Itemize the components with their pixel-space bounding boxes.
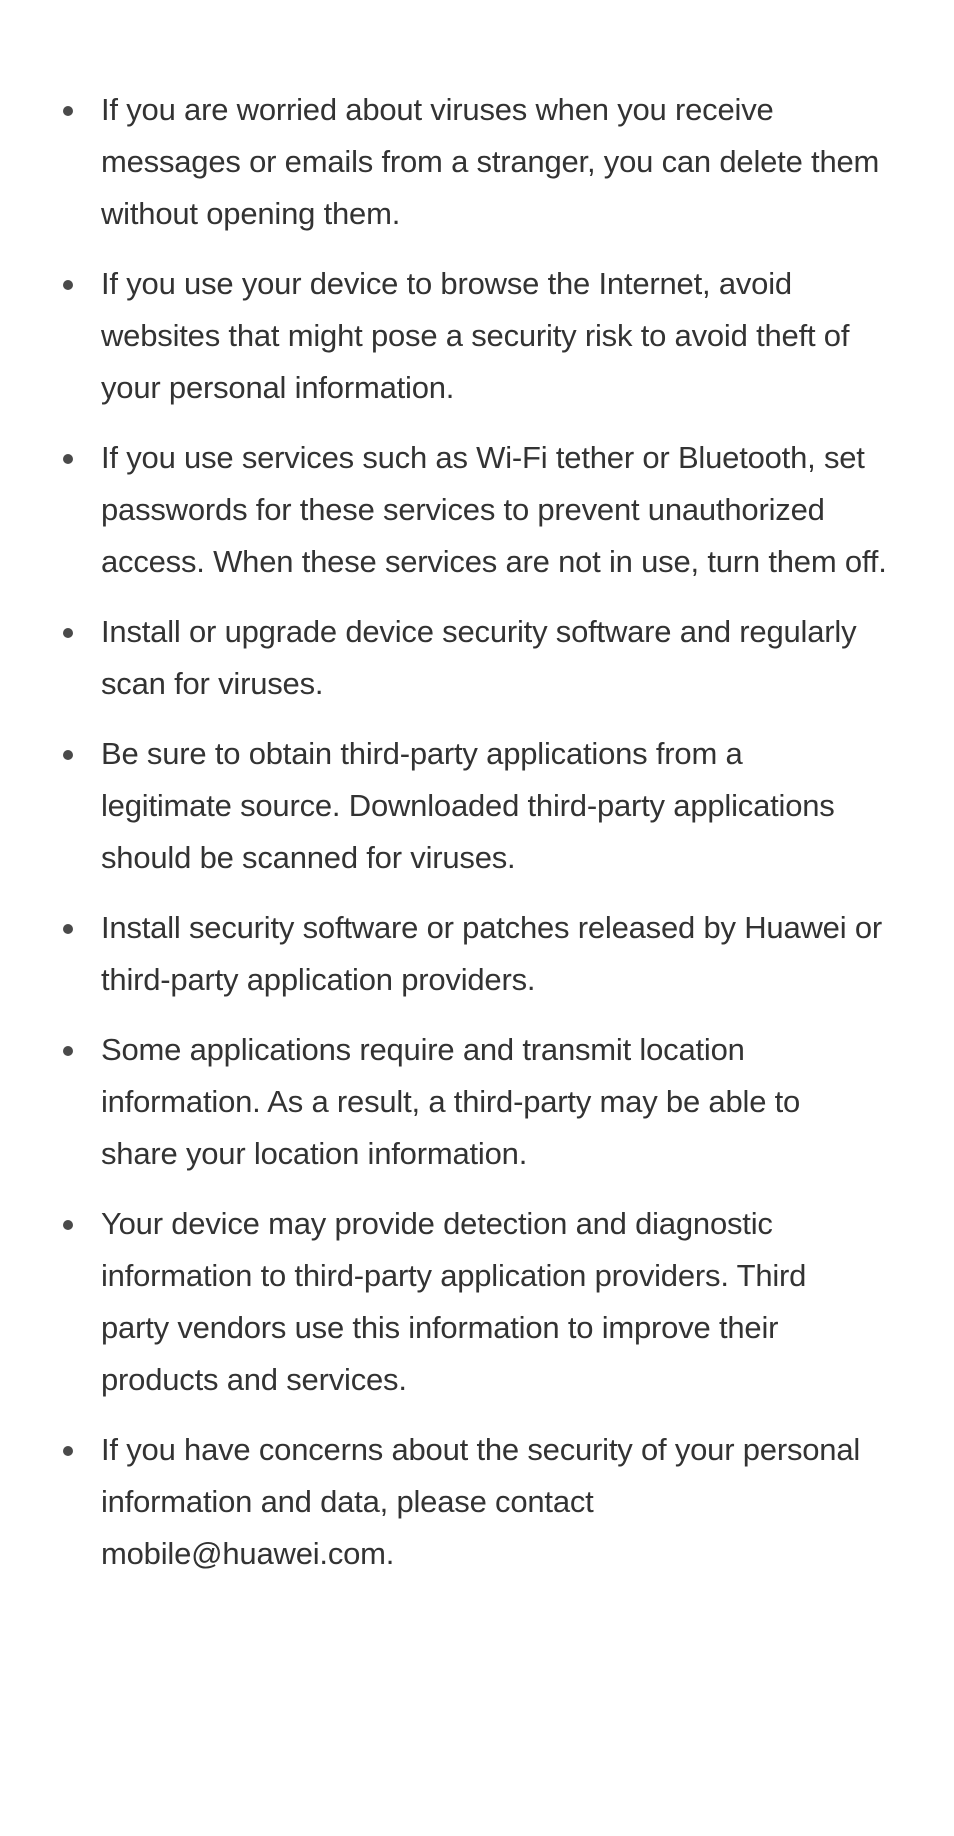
list-item [0,1024,954,1180]
list-item-text [101,84,914,240]
text-line: passwords for these services to prevent unauthorized [101,492,825,527]
list-item [0,84,954,240]
text-line: information. As a result, a third-party may be able to [101,1084,801,1119]
list-item [0,258,954,414]
bullet-icon [63,454,73,464]
text-line: If you are worried about viruses when you receive [101,92,774,127]
bullet-icon [63,750,73,760]
text-line: Install security software or patches released by Huawei or [101,910,882,945]
text-line: scan for viruses. [101,666,324,701]
text-line: share your location information. [101,1136,528,1171]
text-line: messages or emails from a stranger, you can delete them [101,144,880,179]
list-item [0,902,954,1006]
text-line: websites that might pose a security risk to avoid theft of [101,318,850,353]
text-line: your personal information. [101,370,455,405]
text-line: Your device may provide detection and diagnostic [101,1206,773,1241]
list-item-text [101,432,914,588]
list-item [0,432,954,588]
text-line: information and data, please contact [101,1484,594,1519]
list-item-text [101,1198,914,1406]
bullet-icon [63,628,73,638]
text-line: party vendors use this information to improve their [101,1310,779,1345]
list-item-text [101,728,914,884]
text-line: access. When these services are not in use, turn them off. [101,544,887,579]
list-item-text [101,258,914,414]
text-line: Some applications require and transmit location [101,1032,745,1067]
list-item-text [101,1024,914,1180]
text-line: If you have concerns about the security of your personal [101,1432,861,1467]
text-line: information to third-party application providers. Third [101,1258,807,1293]
text-line: third-party application providers. [101,962,536,997]
bullet-icon [63,924,73,934]
text-line: If you use services such as Wi-Fi tether or Bluetooth, set [101,440,865,475]
list-item [0,1424,954,1580]
bullet-icon [63,106,73,116]
text-line: If you use your device to browse the Internet, avoid [101,266,792,301]
text-line: Be sure to obtain third-party applications from a [101,736,743,771]
list-item-text [101,606,914,710]
contact-email-link[interactable]: mobile@huawei.com. [101,1536,395,1571]
text-line: legitimate source. Downloaded third-party applications [101,788,835,823]
security-tips-list [0,84,954,1598]
bullet-icon [63,1446,73,1456]
text-line: products and services. [101,1362,407,1397]
list-item [0,1198,954,1406]
bullet-icon [63,1046,73,1056]
list-item [0,606,954,710]
text-line: without opening them. [101,196,401,231]
text-line: Install or upgrade device security software and regularly [101,614,857,649]
bullet-icon [63,1220,73,1230]
list-item [0,728,954,884]
list-item-text [101,1424,914,1580]
list-item-text [101,902,914,1006]
text-line: should be scanned for viruses. [101,840,516,875]
bullet-icon [63,280,73,290]
